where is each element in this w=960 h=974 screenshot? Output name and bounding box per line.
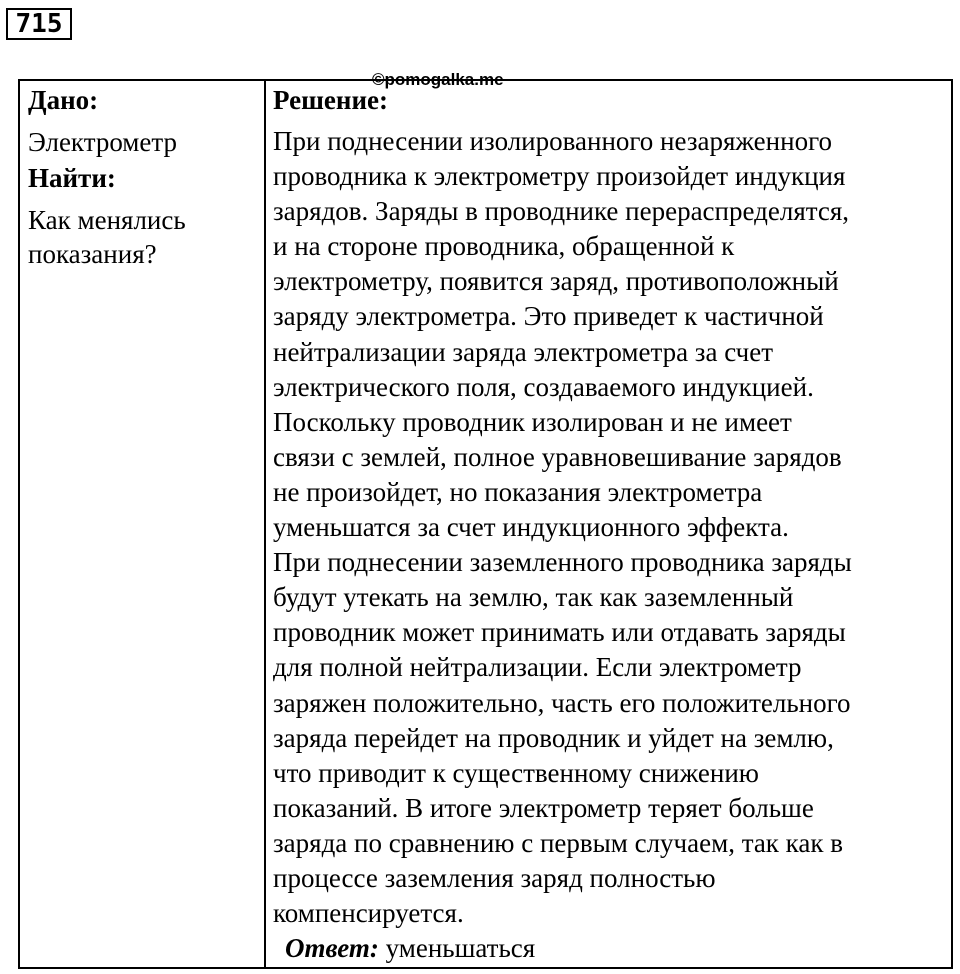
- solution-line: связи с землей, полное уравновешивание зарядов: [273, 441, 842, 472]
- solution-heading: Решение:: [273, 85, 388, 115]
- solution-line: процессе заземления заряд полностью: [273, 862, 716, 893]
- solution-line: проводника к электрометру произойдет индукция: [273, 161, 846, 192]
- solution-line: При поднесении заземленного проводника заряды: [273, 547, 852, 578]
- find-question: Как менялись показания?: [28, 205, 186, 269]
- solution-line: нейтрализации заряда электрометра за счет: [273, 336, 774, 367]
- given-value: Электрометр: [28, 127, 178, 157]
- solution-line: будут утекать на землю, так как заземленный: [273, 582, 794, 613]
- solution-line: заряда перейдет на проводник и уйдет на землю,: [273, 722, 834, 753]
- problem-number: 715: [6, 8, 72, 40]
- solution-line: заряда по сравнению с первым случаем, так как в: [273, 827, 843, 858]
- solution-line: и на стороне проводника, обращенной к: [273, 231, 735, 262]
- solution-line: заряду электрометра. Это приведет к частичной: [273, 301, 824, 332]
- solution-line: электрического поля, создаваемого индукцией.: [273, 371, 814, 402]
- solution-line: компенсируется.: [273, 898, 464, 929]
- given-heading: Дано:: [28, 85, 99, 115]
- solution-line: не произойдет, но показания электрометра: [273, 476, 763, 507]
- solution-line: электрометру, появится заряд, противоположный: [273, 266, 839, 297]
- solution-line: проводник может принимать или отдавать заряды: [273, 617, 846, 648]
- solution-line: для полной нейтрализации. Если электрометр: [273, 652, 802, 683]
- solution-line: уменьшатся за счет индукционного эффекта.: [273, 512, 789, 543]
- solution-line: Поскольку проводник изолирован и не имеет: [273, 406, 792, 437]
- find-heading: Найти:: [28, 163, 116, 193]
- solution-line: показаний. В итоге электрометр теряет больше: [273, 792, 814, 823]
- solution-text: [273, 124, 948, 931]
- column-divider: [264, 79, 266, 969]
- answer-label: Ответ:: [285, 933, 379, 964]
- answer-line: [285, 931, 948, 966]
- solution-line: заряжен положительно, часть его положительного: [273, 687, 851, 718]
- solution-column: [273, 84, 948, 966]
- solution-line: При поднесении изолированного незаряженного: [273, 126, 832, 156]
- watermark: ©pomogalka.me: [372, 70, 504, 89]
- solution-line: зарядов. Заряды в проводнике перераспределятся,: [273, 196, 850, 227]
- answer-value: уменьшаться: [385, 933, 536, 964]
- solution-line: что приводит к существенному снижению: [273, 757, 759, 788]
- given-column: [28, 84, 258, 271]
